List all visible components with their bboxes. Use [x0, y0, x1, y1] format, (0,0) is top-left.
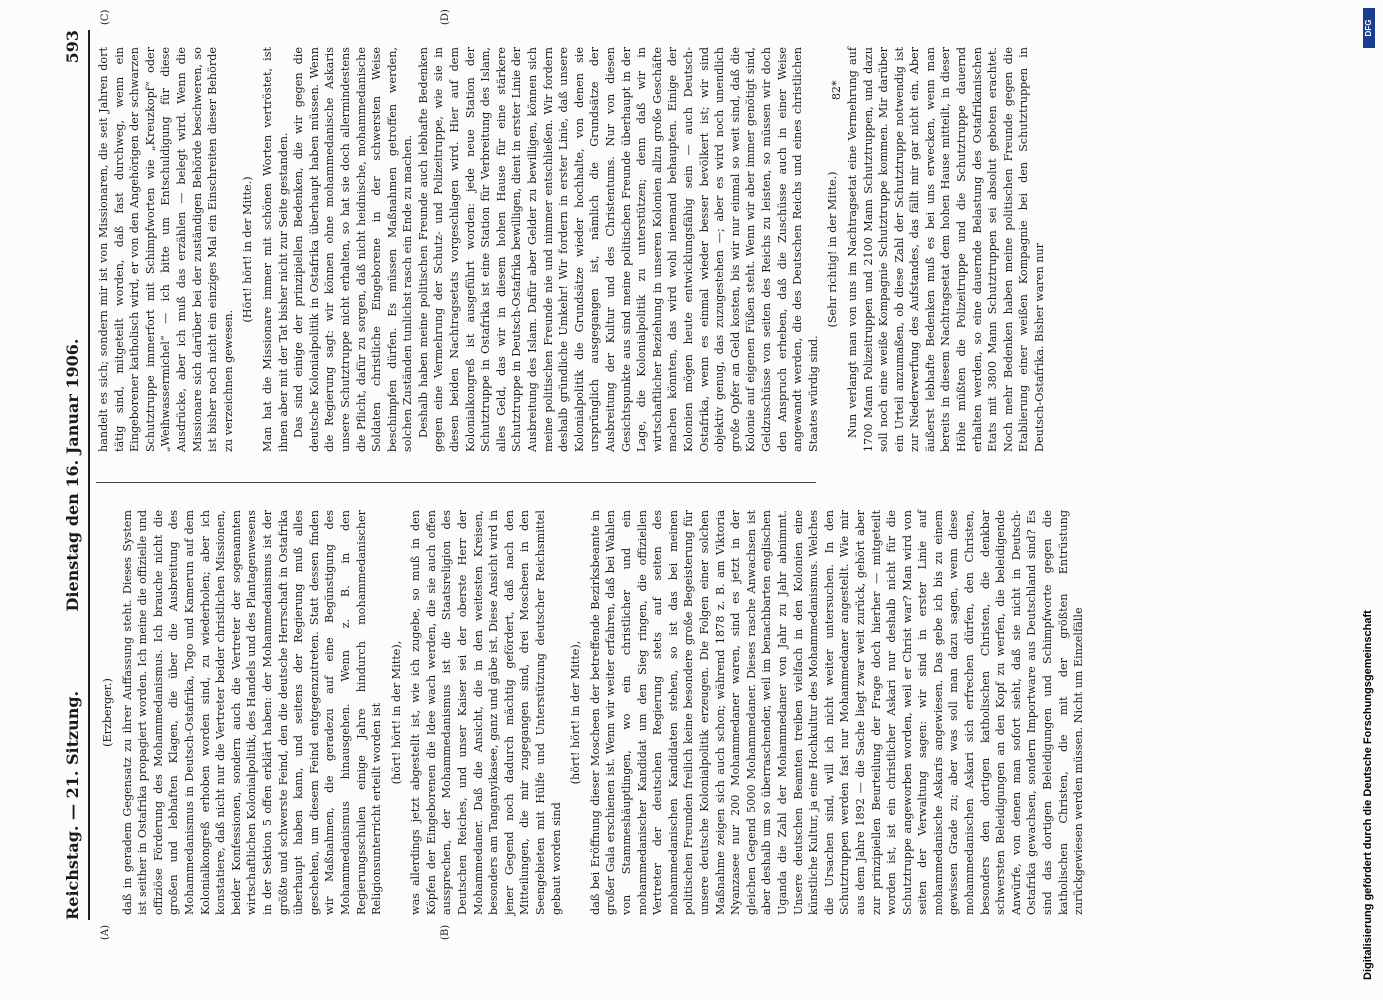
logo-text: DFG: [1364, 19, 1373, 37]
paragraph: Deshalb haben meine politischen Freunde auch lebhafte Bedenken gegen eine Vermehrung der Schutz- und Polizeitruppe, wie sie in diesen beiden Nachtragsetats vorgeschlagen wird. Hier auf dem Kolonialkongreß ist ausgeführt worden: jede neue Station der Schutztruppe in Ostafrika ist eine Station für Verbreitung des Islam, alles Geld, das wir in diesem hohen Hause für eine stärkere Schutztruppe in Deutsch-Ostafrika bewilligen, dient in erster Linie der Ausbreitung des Islam. Dafür aber Gelder zu bewilligen, können sich meine politischen Freunde nie und nimmer entschließen. Wir fordern deshalb gründliche Umkehr! Wir fordern in erster Linie, daß unsere Kolonialpolitik die Grundsätze wieder hochhalte, von denen sie ursprünglich ausgegangen ist, nämlich die Grundsätze der Ausbreitung der Kultur und des Christentums. Nur von diesen Gesichtspunkte aus sind meine politischen Freunde überhaupt in der Lage, die Kolonialpolitik zu unterstützen; denn daß wir in wirtschaftlicher Beziehung in unseren Kolonien allzu große Geschäfte machen könnten, das wird wohl niemand behaupten. Einige der Kolonien mögen heute entwicklungsfähig sein — auch Deutsch-Ostafrika, wenn es einmal wieder besser bevölkert ist; wir sind objektiv genug, das zuzugestehen —; aber es wird noch unendlich große Opfer an Geld kosten, bis wir nur einmal so weit sind, daß die Kolonie auf eigenen Füßen steht. Wenn wir aber immer genötigt sind, Geldzuschüsse von seiten des Reichs zu leisten, so müssen wir doch den Anspruch erheben, daß die Zuschüsse auch in einer Weise angewandt werden, die des Deutschen Reichs und eines christlichen Staates würdig sind.: [416, 47, 820, 452]
left-text-column: [96, 510, 1086, 915]
margin-marker-c: (C): [100, 9, 111, 25]
interjection: (hört! hört! in der Mitte),: [389, 640, 403, 785]
paragraph: Man hat die Missionare immer mit schönen Worten vertröstet, ist ihnen aber mit der Tat bisher nicht zur Seite gestanden.: [260, 47, 290, 452]
paragraph: was allerdings jetzt abgestellt ist, wie ich zugebe, so muß in den Köpfen der Eingeborenen die Idee wach werden, die sie auch offen aussprechen, der Mohammedanismus ist die Staatsreligion des Deutschen Reiches, und unser Kaiser sei der oberste Herr der Mohammedaner. Daß die Ansicht, die in den weitesten Kreisen, besonders am Tanganyikasee, ganz und gäbe ist. Diese Ansicht wird in jener Gegend noch dadurch mächtig gefördert, daß nach den Mitteilungen, die mir zugegangen sind, drei Moscheen in den Seengebieten mit Hülfe und Unterstützung deutscher Reichsmittel gebaut worden sind: [409, 510, 563, 915]
credit-text: Digitalisierung gefördert durch die Deutsche Forschungsgemeinschaft: [1362, 610, 1374, 980]
speaker-name: (Erzberger.): [101, 678, 114, 747]
page-header: [52, 30, 90, 920]
paragraph: daß in geradem Gegensatz zu ihrer Auffassung steht. Dieses System ist seither in Ostafrika propagiert worden. Ich meine die offizielle und offiziöse Förderung des Mohammedanismus. Ich brauche nicht die großen und lebhaften Klagen, die über die Ausbreitung des Mohammedanismus in Deutsch-Ostafrika, Togo und Kamerun auf dem Kolonialkongreß erhoben worden sind, zu wiederholen; aber ich konstatiere, daß nicht nur die Vertreter beider christlichen Missionen, beider Konfessionen, sondern auch die Vertreter der sogenannten wirtschaftlichen Kolonialpolitik, des Handels und des Plantagenwesens in der Sektion 5 offen erklärt haben: der Mohammedanismus ist der größte und schwerste Feind, den die deutsche Herrschaft in Ostafrika überhaupt haben kann, und seitens der Regierung muß alles geschehen, um diesem Feind entgegenzutreten. Statt dessen finden wir Maßnahmen, die geradezu auf eine Begünstigung des Mohammedanismus hinausgehen. Wenn z. B. in den Regierungsschulen einige Jahre hindurch mohammedanischer Religionsunterricht erteilt worden ist: [120, 510, 384, 915]
page-number: 593: [63, 30, 82, 64]
paragraph: handelt es sich; sondern mir ist von Missionaren, die seit Jahren dort tätig sind, mitgeteilt worden, daß fast durchweg, wenn ein Eingeborener katholisch wird, er von den Angehörigen der schwarzen Schutztruppe immerfort mit Schimpfworten wie „Kreuzkopf“ oder „Weihwassermichel“ — ich bitte um Entschuldigung für diese Ausdrücke, aber ich muß das erzählen — belegt wird. Wenn die Missionare sich darüber bei der zuständigen Behörde beschweren, so ist bisher noch nicht ein einziges Mal ein Einschreiten dieser Behörde zu verzeichnen gewesen.: [97, 47, 235, 452]
interjection: (Hört! hört! in der Mitte.): [241, 176, 255, 323]
paragraph: Das sind einige der prinzipiellen Bedenken, die wir gegen die deutsche Kolonialpolitik in Ostafrika überhaupt haben müssen. Wenn die Regierung sagt: wir können ohne mohammedanische Askaris unsere Schutztruppe nicht erhalten, so hat sie doch allermindestens die Pflicht, dafür zu sorgen, daß nicht heidnische, mohammedanische Soldaten christliche Eingeborene in der schwersten Weise beschimpfen dürfen. Es müssen Maßnahmen getroffen werden, solchen Zuständen tunlichst rasch ein Ende zu machen.: [292, 47, 415, 452]
margin-marker-d: (D): [440, 9, 451, 25]
paragraph: daß bei Eröffnung dieser Moscheen der betreffende Bezirksbeamte in großer Gala erschienen ist. Wenn wir weiter erfahren, daß bei Wahlen von Stammeshäuptlingen, wo ein christlicher und ein mohammedanischer Kandidat um den Sieg ringen, die offiziellen Vertreter der deutschen Regierung stets auf seiten des mohammedanischen Kandidaten stehen, so ist das bei meinen politischen Freunden freilich keine besondere große Begeisterung für unsere deutsche Kolonialpolitik erzeugen. Die Folgen einer solchen Maßnahme zeigen sich auch schon; während 1878 z. B. am Viktoria Nyanzasee nur 200 Mohammedaner waren, sind es jetzt in der gleichen Gegend 5000 Mohammedaner. Dieses rasche Anwachsen ist aber deshalb um so überraschender, weil im benachbarten englischen Uganda die Zahl der Mohammedaner von Jahr zu Jahr abnimmt. Unsere deutschen Beamten treiben vielfach in den Kolonien eine künstliche Kultur, ja eine Hochkultur des Mohammedanismus. Welches die Ursachen sind, will ich nicht weiter untersuchen. In den Schutztruppen werden fast nur Mohammedaner angestellt. Wie mir aus dem Jahre 1892 — die Sache liegt zwar weit zurück, gehört aber zur prinzipiellen Beurteilung der Frage doch hierher — mitgeteilt worden ist, ist ein christlicher Askari nur deshalb nicht für die Schutztruppe angeworben worden, weil er Christ war? Man wird von seiten der Verwaltung sagen: wir sind in erster Linie auf mohammedanische Askaris angewiesen. Das gebe ich bis zu einem gewissen Grade zu; aber was soll man dazu sagen, wenn diese mohammedanischen Askari sich erfrechen dürfen, den Christen, besonders den dortigen katholischen Christen, die denkbar schwersten Beleidigungen an den Kopf zu werfen, die beleidigende Anwürfe, von denen man sofort sieht, daß sie nicht in Deutsch-Ostafrika gewachsen, sondern Importware aus Deutschland sind? Es sind das dortigen Beleidigungen und Schimpfworte gegen die katholischen Christen, die mit der größten Entrüstung zurückgewiesen werden müssen. Nicht um Einzelfälle: [588, 510, 1086, 915]
digitization-credit: [1362, 20, 1376, 980]
interjection: (Sehr richtig! in der Mitte.): [826, 171, 840, 328]
column-divider: [96, 482, 816, 483]
margin-marker-b: (B): [440, 924, 451, 940]
header-session-title: Reichstag. — 21. Sitzung.: [63, 690, 82, 920]
paragraph: Nun verlangt man von uns im Nachtragsetat eine Vermehrung auf 1700 Mann Polizeitruppen und 2100 Mann Schutztruppen, und dazu soll noch eine weiße Kompagnie Schutztruppe kommen. Mir darüber ein Urteil anzumaßen, ob diese Zahl der Schutztruppe notwendig ist zur Niederwerfung des Aufstandes, das fällt mir gar nicht ein. Aber äußerst lebhafte Bedenken muß es bei uns erwecken, wenn man bereits in diesem Nachtragsetat dem hohen Hause mitteilt, in dieser Höhe müßten die Polizeitruppe und die Schutztruppe dauernd erhalten werden, so eine dauernde Belastung des Ostafrikanischen Etats mit 3800 Mann Schutztruppen sei absolut geboten erachtet. Noch mehr Bedenken haben meine politischen Freunde gegen die Etablierung einer weißen Kompagnie bei den Schutztruppen in Deutsch-Ostafrika. Bisher waren nur: [845, 47, 1047, 452]
margin-marker-a: (A): [100, 924, 111, 940]
interjection: (hört! hört! in der Mitte),: [569, 640, 583, 785]
sheet-signature: 82*: [830, 80, 843, 100]
header-date: Dienstag den 16. Januar 1906.: [63, 338, 82, 612]
